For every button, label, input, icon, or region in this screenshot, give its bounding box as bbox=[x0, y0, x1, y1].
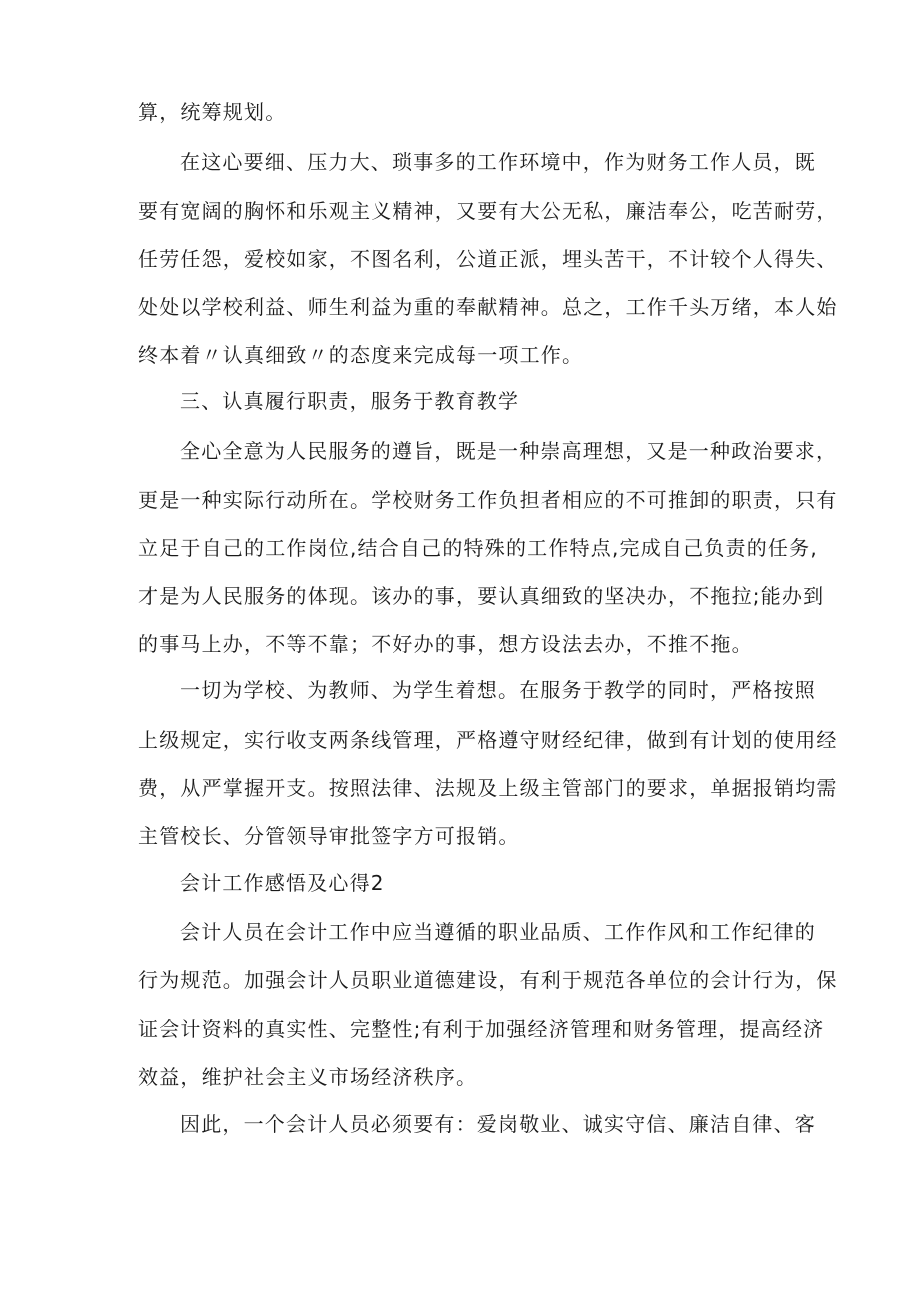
text-line: 上级规定，实行收支两条线管理，严格遵守财经纪律，做到有计划的使用经 bbox=[138, 728, 838, 752]
text-line: 算，统筹规划。 bbox=[138, 100, 287, 124]
text-line: 证会计资料的真实性、完整性;有利于加强经济管理和财务管理，提高经济 bbox=[138, 1017, 825, 1041]
section-heading: 三、认真履行职责，服务于教育教学 bbox=[180, 389, 520, 413]
text-line: 主管校长、分管领导审批签字方可报销。 bbox=[138, 824, 520, 848]
paragraph-first-line: 在这心要细、压力大、琐事多的工作环境中，作为财务工作人员，既 bbox=[180, 150, 816, 174]
paragraph-first-line: 一切为学校、为教师、为学生着想。在服务于教学的同时，严格按照 bbox=[180, 678, 816, 702]
paragraph-first-line: 因此，一个会计人员必须要有：爱岗敬业、诚实守信、廉洁自律、客 bbox=[180, 1112, 816, 1136]
paragraph-first-line: 会计人员在会计工作中应当遵循的职业品质、工作作风和工作纪律的 bbox=[180, 920, 816, 944]
text-line: 行为规范。加强会计人员职业道德建设，有利于规范各单位的会计行为，保 bbox=[138, 968, 838, 992]
section-heading: 会计工作感悟及心得2 bbox=[180, 871, 385, 895]
paragraph-first-line: 全心全意为人民服务的遵旨，既是一种崇高理想，又是一种政治要求， bbox=[180, 439, 838, 463]
text-line: 任劳任怨，爱校如家，不图名利，公道正派，埋头苦干，不计较个人得失、 bbox=[138, 247, 838, 271]
text-line: 要有宽阔的胸怀和乐观主义精神，又要有大公无私，廉洁奉公，吃苦耐劳， bbox=[138, 199, 838, 223]
text-line: 费，从严掌握开支。按照法律、法规及上级主管部门的要求，单据报销均需 bbox=[138, 776, 838, 800]
text-line: 的事马上办，不等不靠；不好办的事，想方设法去办，不推不拖。 bbox=[138, 632, 753, 656]
text-line: 才是为人民服务的体现。该办的事，要认真细致的坚决办，不拖拉;能办到 bbox=[138, 584, 825, 608]
text-line: 效益，维护社会主义市场经济秩序。 bbox=[138, 1065, 478, 1089]
text-line: 处处以学校利益、师生利益为重的奉献精神。总之，工作千头万绪，本人始 bbox=[138, 295, 838, 319]
text-line: 立足于自己的工作岗位,结合自己的特殊的工作特点,完成自己负责的任务, bbox=[138, 536, 818, 560]
text-line: 更是一种实际行动所在。学校财务工作负担者相应的不可推卸的职责，只有 bbox=[138, 488, 838, 512]
text-line: 终本着〃认真细致〃的态度来完成每一项工作。 bbox=[138, 343, 584, 367]
